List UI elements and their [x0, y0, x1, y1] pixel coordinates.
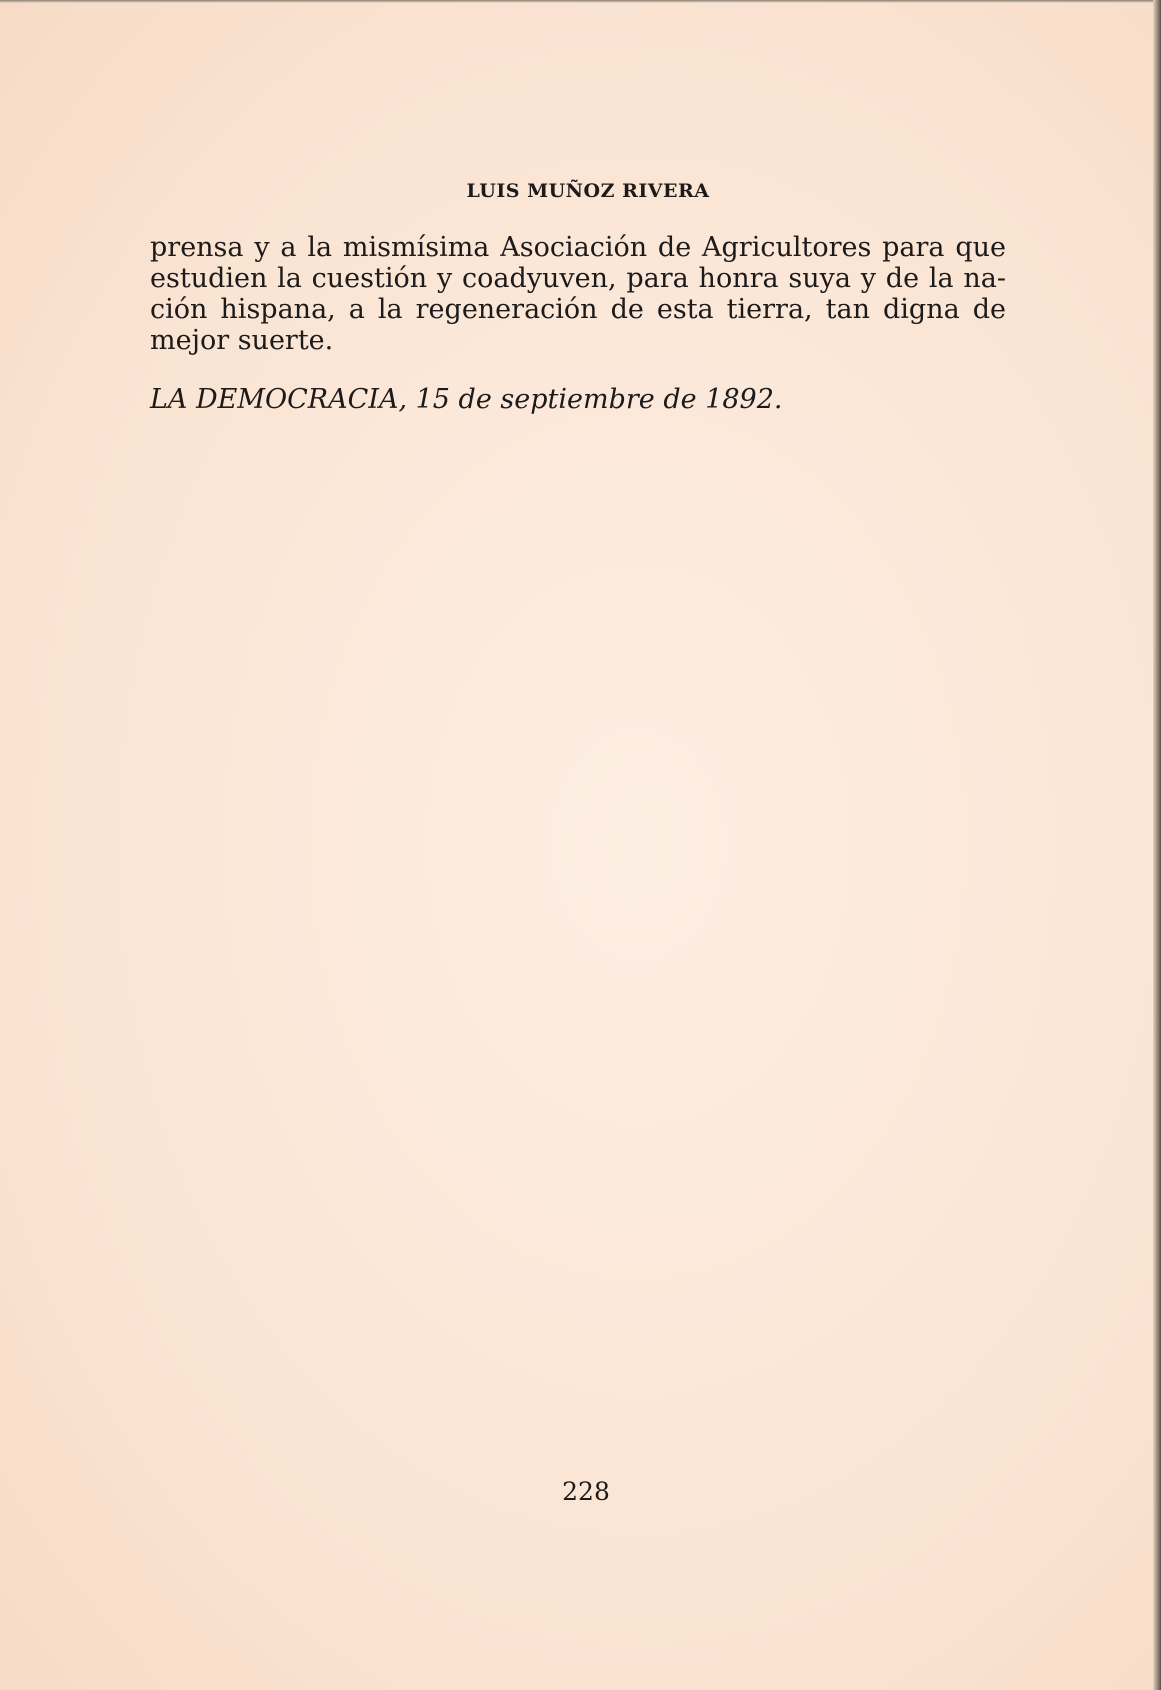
paragraph-line: ción hispana, a la regeneración de esta tierra, tan digna de — [150, 294, 1006, 325]
paragraph-line: prensa y a la mismísima Asociación de Agricultores para que — [150, 232, 1006, 263]
paragraph-line: estudien la cuestión y coadyuven, para honra suya y de la na- — [150, 263, 1006, 294]
running-head: LUIS MUÑOZ RIVERA — [466, 180, 710, 202]
page-right-edge — [1153, 0, 1161, 1690]
page-top-edge — [0, 0, 1161, 3]
paragraph-line: mejor suerte. — [150, 325, 334, 356]
page-number: 228 — [562, 1477, 610, 1506]
body-paragraph — [150, 232, 1006, 356]
source-citation: LA DEMOCRACIA, 15 de septiembre de 1892. — [150, 384, 783, 415]
